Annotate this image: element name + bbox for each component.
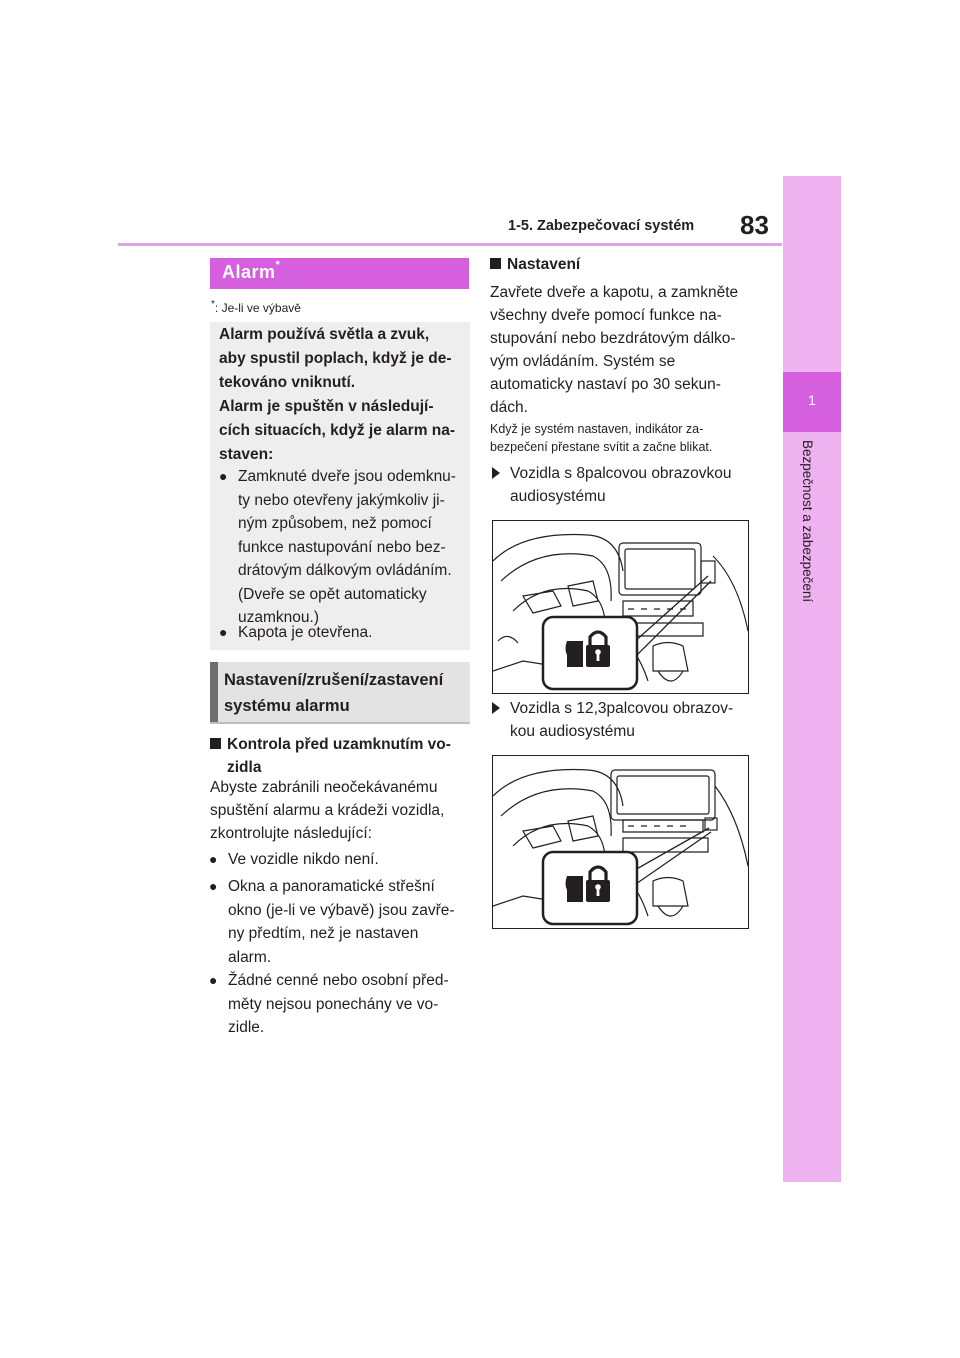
availability-footnote: [211, 299, 301, 315]
check-title-line: zidla: [227, 759, 262, 776]
bullet-dot: ●: [209, 972, 218, 988]
check-title-line: Kontrola před uzamknutím vo-: [227, 736, 451, 753]
bullet-line: Okna a panoramatické střešní: [228, 878, 435, 895]
check-bullet: [209, 875, 455, 969]
bullet-dot: ●: [219, 468, 228, 484]
bullet-line: zidle.: [228, 1019, 265, 1036]
intro-line: Alarm je spuštěn v následují-: [219, 398, 434, 415]
bullet-line: alarm.: [228, 948, 272, 966]
bullet-line: ty nebo otevřeny jakýmkoliv ji-: [238, 491, 445, 509]
body-line: dách.: [490, 399, 528, 416]
intro-line: tekováno vniknutí.: [219, 374, 356, 391]
bullet-line: Žádné cenné nebo osobní před-: [228, 972, 449, 989]
square-marker-icon: [210, 738, 221, 749]
heading-line: Nastavení/zrušení/zastavení: [224, 671, 444, 689]
chapter-side-tab: [783, 176, 841, 1182]
header-rule: [118, 243, 782, 246]
body-line: zkontrolujte následující:: [210, 825, 372, 842]
body-line: vým ovládáním. Systém se: [490, 353, 676, 370]
bullet-line: drátovým dálkovým ovládáním.: [238, 562, 452, 579]
alarm-heading: [222, 259, 281, 283]
bullet-line: měty nejsou ponechány ve vo-: [228, 995, 439, 1013]
bullet-line: uzamknou.): [238, 609, 319, 626]
bullet-line: ny předtím, než je nastaven: [228, 925, 419, 942]
variant-line: kou audiosystému: [510, 723, 635, 740]
check-body: [210, 776, 444, 845]
intro-line: Alarm používá světla a zvuk,: [219, 326, 430, 343]
bullet-line: funkce nastupování nebo bez-: [238, 538, 446, 556]
setting-heading-accent: [210, 662, 218, 722]
bullet-line: Kapota je otevřena.: [238, 624, 373, 641]
check-bullet: [209, 969, 449, 1040]
chapter-title: Bezpečnost a zabezpečení: [800, 440, 815, 603]
variant-line: Vozidla s 12,3palcovou obrazov-: [510, 700, 734, 717]
heading-line: systému alarmu: [224, 697, 350, 715]
footnote-mark: *: [211, 299, 215, 310]
square-marker-icon: [490, 258, 501, 269]
body-line: Abyste zabránili neočekávanému: [210, 779, 438, 796]
body-line: všechny dveře pomocí funkce na-: [490, 307, 722, 324]
section-title: 1-5. Zabezpečovací systém: [508, 218, 695, 234]
chapter-number: 1: [808, 392, 816, 408]
nastaveni-body: [490, 281, 738, 419]
variant-line: audiosystému: [510, 488, 606, 505]
footnote-text: : Je-li ve výbavě: [214, 301, 301, 315]
note-line: Když je systém nastaven, indikátor za-: [490, 422, 704, 436]
body-line: spuštění alarmu a krádeži vozidla,: [210, 802, 445, 819]
alarm-heading-mark: *: [275, 259, 281, 271]
dashboard-illustration-12inch: [492, 755, 749, 929]
check-title: [210, 733, 451, 779]
intro-line: staven:: [219, 446, 274, 463]
variant-8inch: [510, 462, 731, 508]
dashboard-drawing: [493, 521, 748, 693]
body-line: stupování nebo bezdrátovým dálko-: [490, 330, 736, 347]
bullet-line: Ve vozidle nikdo není.: [228, 851, 379, 868]
triangle-marker-icon: [492, 702, 500, 714]
setting-heading-rule: [210, 722, 470, 724]
alarm-trigger-bullet: [219, 621, 373, 645]
nastaveni-note: [490, 420, 712, 456]
page-number: 83: [740, 210, 769, 240]
intro-line: cích situacích, když je alarm na-: [219, 422, 456, 439]
nastaveni-title: [490, 256, 580, 274]
note-line: bezpečení přestane svítit a začne blikat.: [490, 440, 713, 454]
body-line: automaticky nastaví po 30 sekun-: [490, 376, 721, 393]
variant-line: Vozidla s 8palcovou obrazovkou: [510, 465, 732, 482]
alarm-trigger-bullet: [219, 465, 456, 630]
bullet-line: (Dveře se opět automaticky: [238, 585, 427, 603]
triangle-marker-icon: [492, 467, 500, 479]
nastaveni-title-text: Nastavení: [507, 256, 581, 273]
setting-heading: [224, 667, 443, 719]
variant-12inch: [510, 697, 733, 743]
bullet-dot: ●: [209, 878, 218, 894]
bullet-line: Zamknuté dveře jsou odemknu-: [238, 468, 456, 485]
bullet-dot: ●: [219, 624, 228, 640]
check-bullet: [209, 848, 379, 872]
dashboard-illustration-8inch: [492, 520, 749, 694]
bullet-line: ným způsobem, než pomocí: [238, 515, 432, 532]
body-line: Zavřete dveře a kapotu, a zamkněte: [490, 284, 739, 301]
dashboard-drawing: [493, 756, 748, 928]
alarm-heading-label: Alarm: [222, 262, 276, 282]
intro-line: aby spustil poplach, když je de-: [219, 350, 452, 367]
bullet-dot: ●: [209, 851, 218, 867]
bullet-line: okno (je-li ve výbavě) jsou zavře-: [228, 901, 455, 919]
